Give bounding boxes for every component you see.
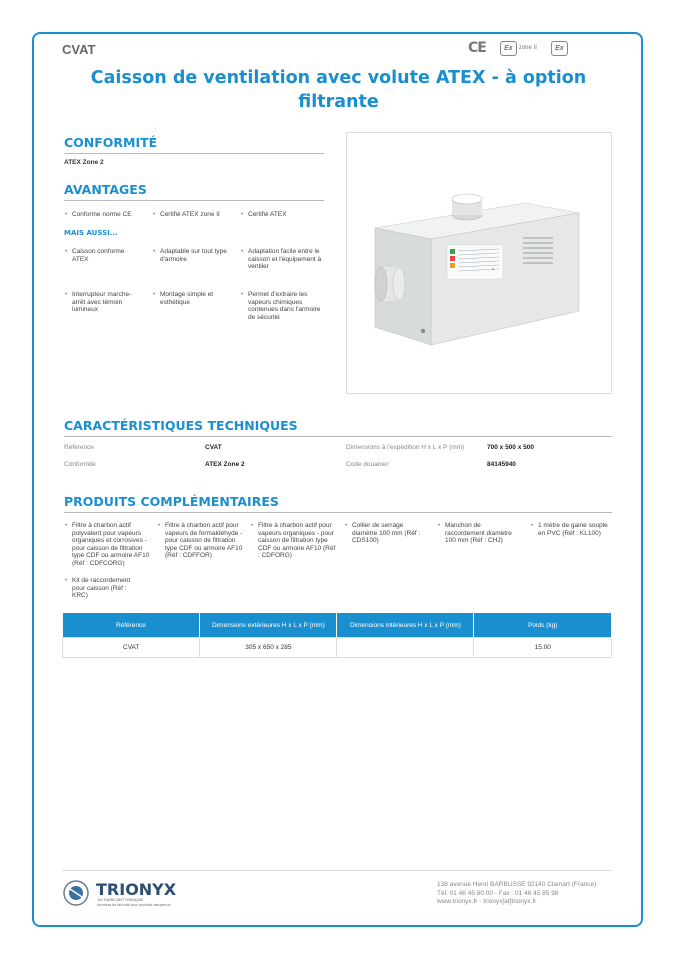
product-photo [346,132,612,394]
table-header: Poids (kg) [474,613,612,638]
table-cell: CVAT [63,638,200,658]
list-item: • Interrupteur marche-arrêt avec témoin lumineux [64,291,142,314]
table-cell: 305 x 650 x 285 [200,638,337,658]
table-cell [337,638,474,658]
logo-tagline: Armoires de sécurité pour produits dangereux [97,903,171,907]
spec-label: Code douanier [346,461,389,468]
list-item: • Certifié ATEX zone II [152,211,240,219]
list-item: • Caisson conforme ATEX [64,248,142,263]
list-item: • Conforme norme CE [64,211,152,219]
phone-line: Tél. 01 46 45 80 00 - Fax : 01 46 45 85 98 [437,889,559,897]
list-item: • Kit de raccordement pour caisson (Réf : KRC) [64,577,144,600]
address-line: 138 avenue Henri BARBUSSE 92140 Clamart (France) [437,881,597,888]
list-item: • Permet d'extraire les vapeurs chimiques contenues dans l'armoire de sécurité [240,291,325,321]
list-item: • Adaptation facile entre le caisson et l'équipement à ventiler [240,248,325,271]
dimensions-table [62,613,612,658]
certification-marks [468,40,568,56]
ex-icon: Ex [551,41,568,56]
table-header: Dimensions intérieures H x L x P (mm) [337,613,474,638]
spec-value: 84145940 [487,461,516,468]
ex-icon: Ex [500,41,517,56]
conformite-heading: CONFORMITÉ [64,135,324,154]
list-item: • Filtre à charbon actif pour vapeurs organiques - pour caisson de filtration type CDF ou armoire AF10 (Réf : CDFORG) [250,522,338,560]
page-title: Caisson de ventilation avec volute ATEX - à option filtrante [90,68,587,112]
list-item: • Manchon de raccordement diamètre 100 mm (Réf : CHJ) [437,522,519,545]
footer-divider [62,870,612,871]
list-item: • Certifié ATEX [240,211,328,219]
produits-heading: PRODUITS COMPLÉMENTAIRES [64,494,612,513]
mais-aussi-heading: MAIS AUSSI... [64,229,118,237]
ex-zone-mark [500,41,537,56]
table-row [63,638,612,658]
ce-mark: CE [468,40,486,56]
avantages-heading: AVANTAGES [64,182,324,201]
spec-value: 700 x 500 x 500 [487,444,534,451]
trionyx-logo [62,876,202,910]
footer-address [437,881,596,907]
ventilation-box-illustration [347,133,611,393]
logo-tagline: 1er FABRICANT FRANÇAIS [97,898,144,902]
web-line: www.trionyx.fr - trionyx[at]trionyx.fr [437,898,537,905]
spec-label: Référence [64,444,94,451]
list-item: • Collier de serrage diamètre 100 mm (Réf : CDS100) [344,522,422,545]
list-item: • Montage simple et esthétique [152,291,230,306]
table-header: Référence [63,613,200,638]
zone-label: zone II [518,45,537,51]
product-code: CVAT [62,42,96,57]
spec-label: Conformité [64,461,96,468]
table-cell: 15.00 [474,638,612,658]
spec-value: CVAT [205,444,222,451]
table-header-row [63,613,612,638]
list-item: • Adaptable sur tout type d'armoire [152,248,230,263]
table-header: Dimensions extérieures H x L x P (mm) [200,613,337,638]
conformite-value: ATEX Zone 2 [64,159,104,166]
list-item: • 1 mètre de gaine souple en PVC (Réf : KL100) [530,522,612,537]
logo-brand: TRIONYX [96,880,177,899]
list-item: • Filtre à charbon actif pour vapeurs de formaldéhyde - pour caisson de filtration type CDF ou armoire AF10 (Réf : CDFFOR) [157,522,245,560]
spec-label: Dimensions à l'expédition H x L x P (mm) [346,444,465,451]
spec-value: ATEX Zone 2 [205,461,245,468]
caracteristiques-heading: CARACTÉRISTIQUES TECHNIQUES [64,418,612,437]
list-item: • Filtre à charbon actif polyvalent pour vapeurs organiques et corrosives - pour caisson de filtration type CDF ou armoire AF10 (Réf : CDFCORG) [64,522,152,567]
